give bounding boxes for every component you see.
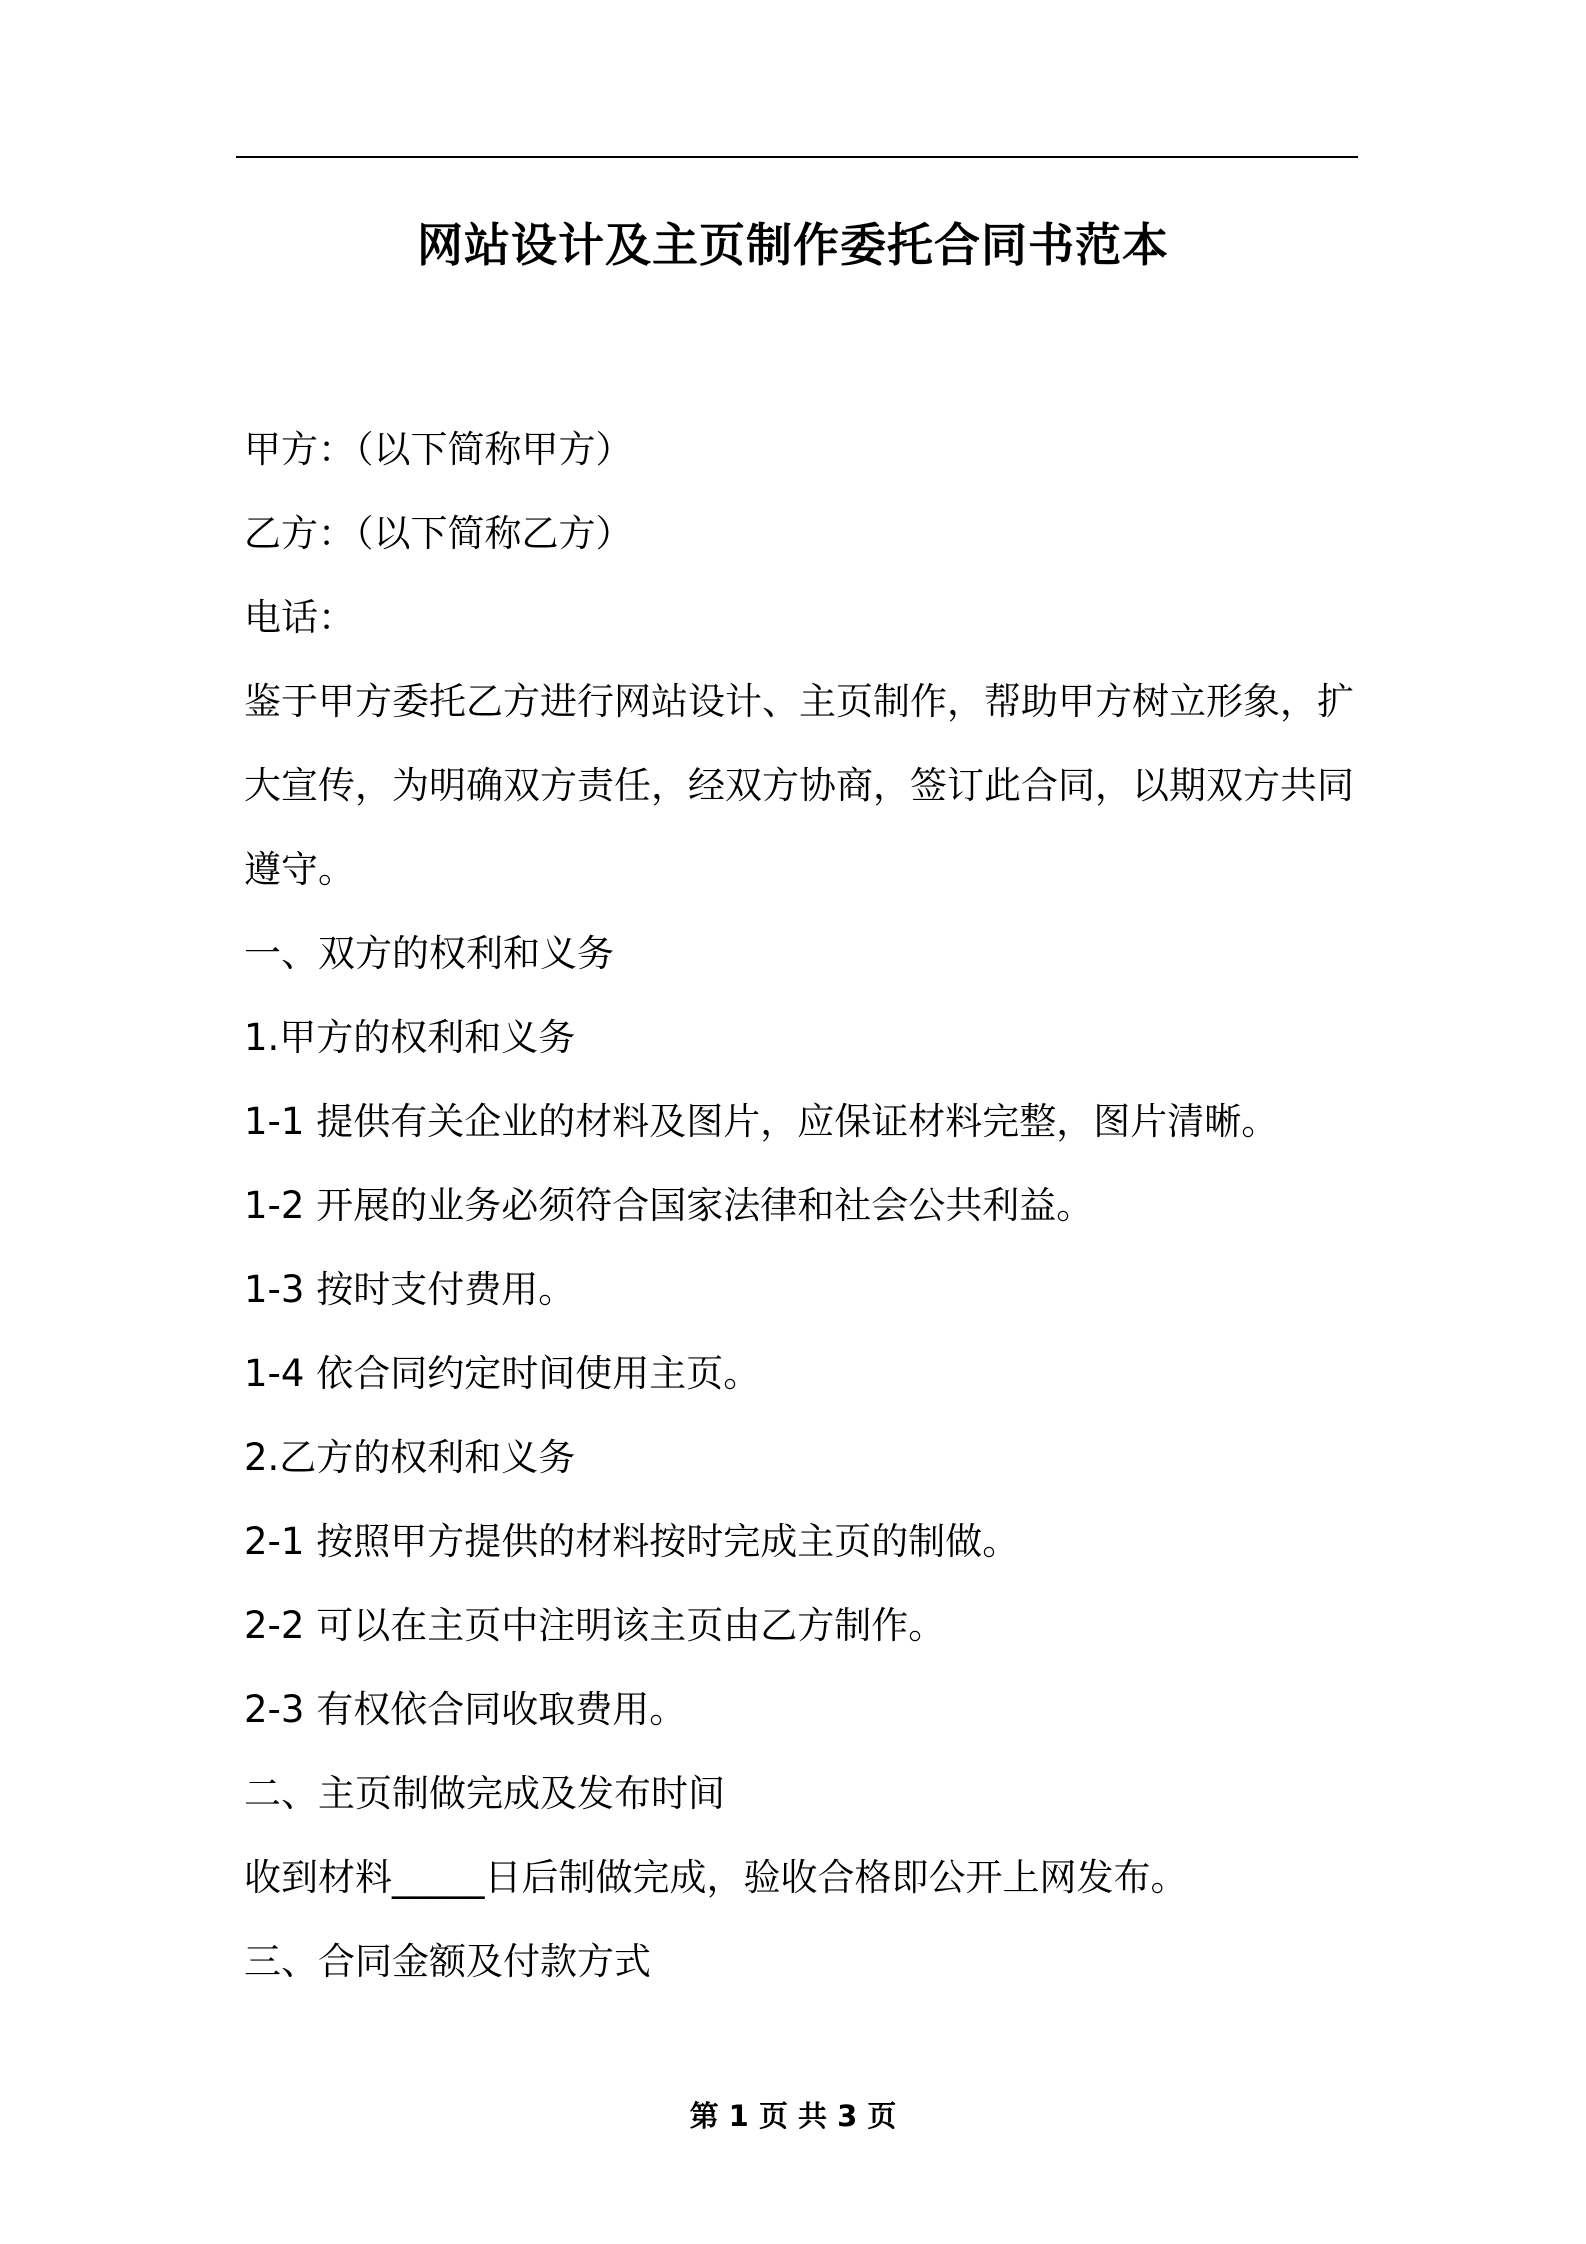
clause-1-1: 1-1 提供有关企业的材料及图片，应保证材料完整，图片清晰。	[244, 1100, 1279, 1143]
party-a-line: 甲方：（以下简称甲方）	[244, 428, 633, 471]
subsection-heading-1: 1.甲方的权利和义务	[244, 1016, 576, 1059]
party-b-line: 乙方：（以下简称乙方）	[244, 512, 633, 555]
section-heading-2: 二、主页制做完成及发布时间	[244, 1772, 725, 1815]
subsection-heading-2: 2.乙方的权利和义务	[244, 1436, 576, 1479]
clause-2-2: 2-2 可以在主页中注明该主页由乙方制作。	[244, 1604, 946, 1647]
clause-1-3: 1-3 按时支付费用。	[244, 1268, 576, 1311]
clause-2-3: 2-3 有权依合同收取费用。	[244, 1688, 687, 1731]
preamble-line-3: 遵守。	[244, 848, 355, 891]
header-rule	[236, 156, 1358, 158]
page-number-footer: 第 1 页 共 3 页	[689, 2099, 897, 2133]
completion-clause: 收到材料_____日后制做完成，验收合格即公开上网发布。	[244, 1856, 1188, 1899]
clause-1-2: 1-2 开展的业务必须符合国家法律和社会公共利益。	[244, 1184, 1094, 1227]
phone-line: 电话：	[244, 596, 355, 639]
document-title: 网站设计及主页制作委托合同书范本	[417, 218, 1169, 272]
section-heading-3: 三、合同金额及付款方式	[244, 1940, 651, 1983]
clause-2-1: 2-1 按照甲方提供的材料按时完成主页的制做。	[244, 1520, 1020, 1563]
document-body	[244, 408, 1356, 2004]
preamble-line-1: 鉴于甲方委托乙方进行网站设计、主页制作，帮助甲方树立形象，扩	[244, 680, 1354, 723]
clause-1-4: 1-4 依合同约定时间使用主页。	[244, 1352, 761, 1395]
section-heading-1: 一、双方的权利和义务	[244, 932, 614, 975]
preamble-line-2: 大宣传，为明确双方责任，经双方协商，签订此合同，以期双方共同	[244, 764, 1354, 807]
